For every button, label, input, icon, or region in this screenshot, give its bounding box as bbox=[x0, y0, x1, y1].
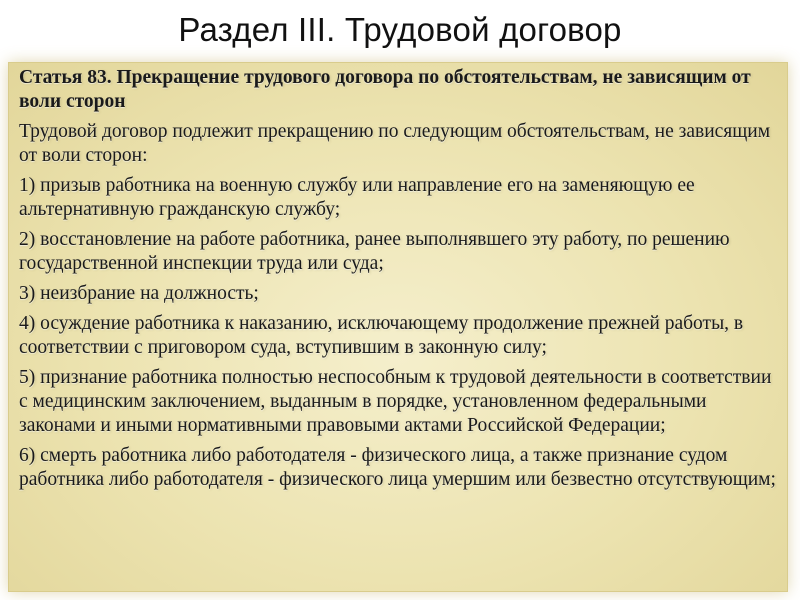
list-item-2: 2) восстановление на работе работника, ранее выполнявшего эту работу, по решению государственной инспекции труда или суда; bbox=[19, 229, 730, 274]
list-item-6: 6) смерть работника либо работодателя - физического лица, а также признание судом работника либо работодателя - физического лица умершим или безвестно отсутствующим; bbox=[19, 445, 776, 490]
content-box bbox=[8, 62, 788, 592]
list-item-4: 4) осуждение работника к наказанию, исключающему продолжение прежней работы, в соответствии с приговором суда, вступившим в законную силу; bbox=[19, 313, 744, 358]
article-heading: Статья 83. Прекращение трудового договора по обстоятельствам, не зависящим от воли сторон bbox=[19, 67, 751, 112]
list-item-3: 3) неизбрание на должность; bbox=[19, 283, 259, 304]
intro-paragraph: Трудовой договор подлежит прекращению по следующим обстоятельствам, не зависящим от воли сторон: bbox=[19, 121, 771, 166]
slide-title: Раздел III. Трудовой договор bbox=[178, 11, 622, 48]
list-item-5: 5) признание работника полностью неспособным к трудовой деятельности в соответствии с медицинским заключением, выданным в порядке, установленном федеральными законами и иными нормативными правовыми актами Российской Федерации; bbox=[19, 367, 772, 436]
list-item-1: 1) призыв работника на военную службу или направление его на заменяющую ее альтернативную гражданскую службу; bbox=[19, 175, 695, 220]
